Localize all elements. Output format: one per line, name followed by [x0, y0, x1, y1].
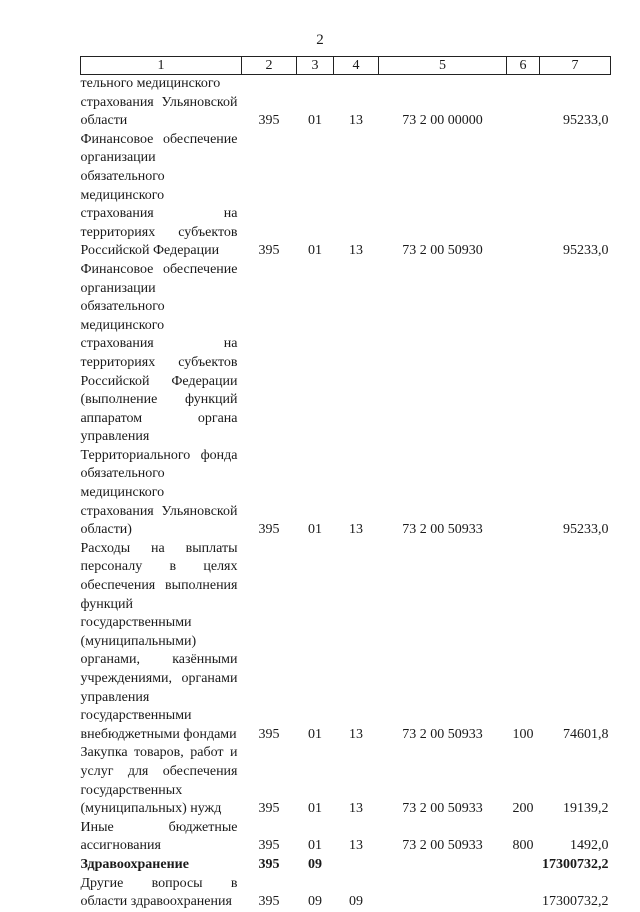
row-name: Финансовое обеспечение организации обязательного медицинского страхования на территориях субъектов Российской Федерации: [80, 131, 238, 259]
table-header-row: [81, 57, 611, 75]
row-target-code: 73 2 00 00000: [402, 113, 483, 129]
row-subsection-code: 13: [349, 243, 363, 259]
row-ministry-code: 395: [258, 726, 280, 742]
table-row: [81, 819, 611, 856]
row-name: Закупка товаров, работ и услуг для обеспечения государственных (муниципальных) нужд: [80, 745, 238, 817]
row-subsection-code: 09: [349, 894, 363, 910]
page-number: 2: [316, 32, 324, 48]
row-ministry-code: 395: [258, 894, 280, 910]
row-section-code: 01: [308, 113, 322, 129]
row-target-code: 73 2 00 50930: [402, 243, 483, 259]
table-row: [81, 261, 611, 540]
header-col-3: 3: [297, 57, 334, 75]
header-col-5: 5: [379, 57, 507, 75]
table-row: [81, 875, 611, 912]
row-target-code: 73 2 00 50933: [402, 801, 483, 817]
row-expense-type: [507, 875, 540, 912]
row-ministry-code: 395: [258, 522, 280, 538]
row-amount: 95233,0: [563, 243, 609, 259]
budget-table: [80, 56, 611, 912]
row-amount: 95233,0: [563, 522, 609, 538]
table-body: [81, 75, 611, 912]
row-ministry-code: 395: [258, 113, 280, 129]
row-target-code: 73 2 00 50933: [402, 838, 483, 854]
row-section-code: 09: [308, 894, 322, 910]
row-name: тельного медицинского страхования Ульяновской области: [80, 76, 238, 129]
row-ministry-code: 395: [258, 801, 280, 817]
row-amount: 1492,0: [570, 838, 609, 854]
row-ministry-code: 395: [258, 856, 280, 872]
row-name: Здравоохранение: [80, 856, 189, 872]
row-amount: 95233,0: [563, 113, 609, 129]
row-section-code: 09: [308, 856, 322, 872]
row-amount: 17300732,2: [542, 894, 609, 910]
row-amount: 17300732,2: [542, 856, 609, 872]
row-expense-type: 200: [512, 801, 534, 817]
row-name: Иные бюджетные ассигнования: [80, 819, 238, 854]
row-subsection-code: 13: [349, 726, 363, 742]
header-col-1: 1: [81, 57, 242, 75]
row-target-code: 73 2 00 50933: [402, 726, 483, 742]
row-subsection-code: 13: [349, 113, 363, 129]
row-expense-type: [507, 856, 540, 875]
table-header: [81, 57, 611, 75]
header-col-6: 6: [507, 57, 540, 75]
row-expense-type: [507, 75, 540, 131]
row-name: Другие вопросы в области здравоохранения: [80, 875, 238, 910]
row-section-code: 01: [308, 726, 322, 742]
table-row: [81, 75, 611, 131]
header-col-7: 7: [540, 57, 611, 75]
row-expense-type: [507, 131, 540, 261]
table-row: [81, 540, 611, 745]
row-section-code: 01: [308, 522, 322, 538]
table-row: [81, 856, 611, 875]
table-row: [81, 744, 611, 818]
row-ministry-code: 395: [258, 838, 280, 854]
row-target-code: 73 2 00 50933: [402, 522, 483, 538]
header-col-4: 4: [334, 57, 379, 75]
row-section-code: 01: [308, 838, 322, 854]
table-row: [81, 131, 611, 261]
row-name: Расходы на выплаты персоналу в целях обеспечения выполнения функций государственными (муниципальными) органами, казёнными учреждениями, органами управления государственными внебюджетными фондами: [80, 540, 238, 742]
row-amount: 19139,2: [563, 801, 609, 817]
row-ministry-code: 395: [258, 243, 280, 259]
row-section-code: 01: [308, 801, 322, 817]
row-subsection-code: 13: [349, 801, 363, 817]
row-target-code: [379, 856, 507, 875]
row-amount: 74601,8: [563, 726, 609, 742]
row-target-code: [379, 875, 507, 912]
row-expense-type: 800: [512, 838, 534, 854]
row-subsection-code: 13: [349, 522, 363, 538]
row-section-code: 01: [308, 243, 322, 259]
row-expense-type: 100: [512, 726, 534, 742]
row-subsection-code: [334, 856, 379, 875]
header-col-2: 2: [242, 57, 297, 75]
row-name: Финансовое обеспечение организации обязательного медицинского страхования на территориях субъектов Российской Федерации (выполнение функций аппаратом органа управления Территориального фонда обязательного медицинского страхования Ульяновской области): [80, 261, 238, 538]
row-subsection-code: 13: [349, 838, 363, 854]
row-expense-type: [507, 261, 540, 540]
